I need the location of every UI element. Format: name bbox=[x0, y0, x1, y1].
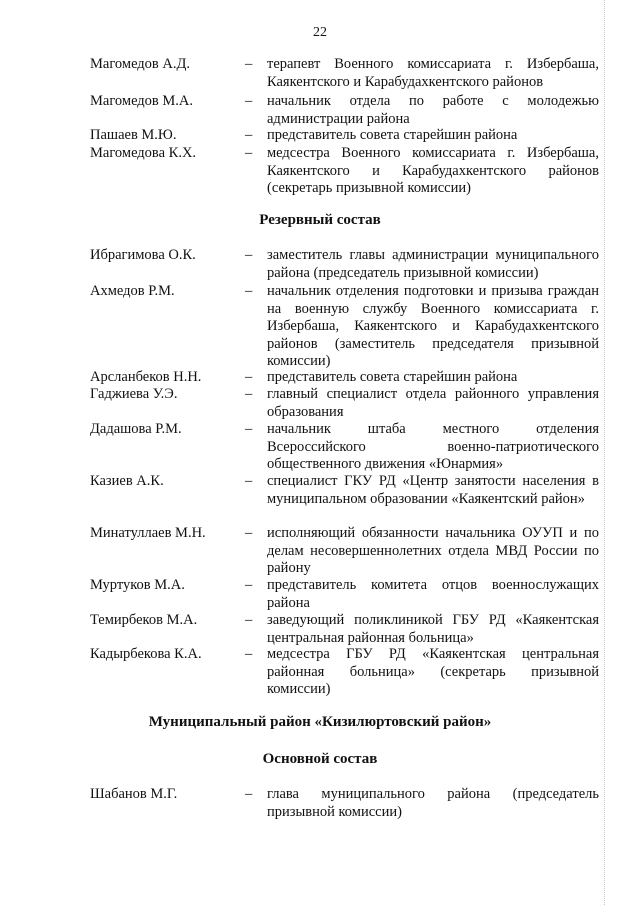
dash-separator: – bbox=[245, 525, 253, 541]
member-name: Пашаев М.Ю. bbox=[90, 127, 177, 143]
member-name: Шабанов М.Г. bbox=[90, 786, 178, 802]
dash-separator: – bbox=[245, 369, 253, 385]
member-position: начальник отдела по работе с молодежью администрации района bbox=[267, 93, 599, 127]
member-position: глава муниципального района (председатель призывной комиссии) bbox=[267, 786, 599, 820]
member-name: Дадашова Р.М. bbox=[90, 421, 182, 437]
member-position: представитель совета старейшин района bbox=[267, 369, 518, 385]
district-heading: Муниципальный район «Кизилюртовский район» bbox=[148, 714, 492, 730]
dash-separator: – bbox=[245, 612, 253, 628]
member-position: начальник отделения подготовки и призыва граждан на военную службу Военного комиссариата г. Избербаша, Каякентского и Карабудахкентского районов (заместитель председателя призывной комиссии) bbox=[267, 283, 599, 369]
dash-separator: – bbox=[245, 283, 253, 299]
member-name: Гаджиева У.Э. bbox=[90, 386, 178, 402]
dash-separator: – bbox=[245, 247, 253, 263]
dash-separator: – bbox=[245, 577, 253, 593]
dash-separator: – bbox=[245, 646, 253, 662]
dash-separator: – bbox=[245, 386, 253, 402]
member-name: Ахмедов Р.М. bbox=[90, 283, 175, 299]
member-position: заместитель главы администрации муниципального района (председатель призывной комиссии) bbox=[267, 247, 599, 281]
member-position: специалист ГКУ РД «Центр занятости населения в муниципальном образовании «Каякентский район» bbox=[267, 473, 599, 507]
section-heading-main: Основной состав bbox=[262, 751, 378, 767]
member-name: Арсланбеков Н.Н. bbox=[90, 369, 202, 385]
member-name: Темирбеков М.А. bbox=[90, 612, 198, 628]
member-position: медсестра Военного комиссариата г. Избербаша, Каякентского и Карабудахкентского районов (секретарь призывной комиссии) bbox=[267, 145, 599, 196]
member-position: представитель комитета отцов военнослужащих района bbox=[267, 577, 599, 611]
member-name: Кадырбекова К.А. bbox=[90, 646, 202, 662]
dash-separator: – bbox=[245, 421, 253, 437]
member-name: Ибрагимова О.К. bbox=[90, 247, 196, 263]
dash-separator: – bbox=[245, 786, 253, 802]
dash-separator: – bbox=[245, 56, 253, 72]
member-name: Минатуллаев М.Н. bbox=[90, 525, 206, 541]
page-edge-line bbox=[604, 0, 605, 905]
page-number: 22 bbox=[313, 25, 327, 40]
member-position: представитель совета старейшин района bbox=[267, 127, 518, 143]
member-position: исполняющий обязанности начальника ОУУП и по делам несовершеннолетних отдела МВД России по району bbox=[267, 525, 599, 576]
dash-separator: – bbox=[245, 127, 253, 143]
member-position: начальник штаба местного отделения Всероссийского военно-патриотического общественного движения «Юнармия» bbox=[267, 421, 599, 472]
member-name: Муртуков М.А. bbox=[90, 577, 185, 593]
member-position: заведующий поликлиникой ГБУ РД «Каякентская центральная районная больница» bbox=[267, 612, 599, 646]
dash-separator: – bbox=[245, 145, 253, 161]
member-position: терапевт Военного комиссариата г. Избербаша, Каякентского и Карабудахкентского районов bbox=[267, 56, 599, 90]
member-position: медсестра ГБУ РД «Каякентская центральная районная больница» (секретарь призывной комиссии) bbox=[267, 646, 599, 697]
dash-separator: – bbox=[245, 473, 253, 489]
section-heading-reserve: Резервный состав bbox=[259, 212, 381, 228]
dash-separator: – bbox=[245, 93, 253, 109]
member-name: Магомедов М.А. bbox=[90, 93, 194, 109]
member-name: Казиев А.К. bbox=[90, 473, 164, 489]
member-name: Магомедова К.Х. bbox=[90, 145, 197, 161]
member-name: Магомедов А.Д. bbox=[90, 56, 191, 72]
member-position: главный специалист отдела районного управления образования bbox=[267, 386, 599, 420]
